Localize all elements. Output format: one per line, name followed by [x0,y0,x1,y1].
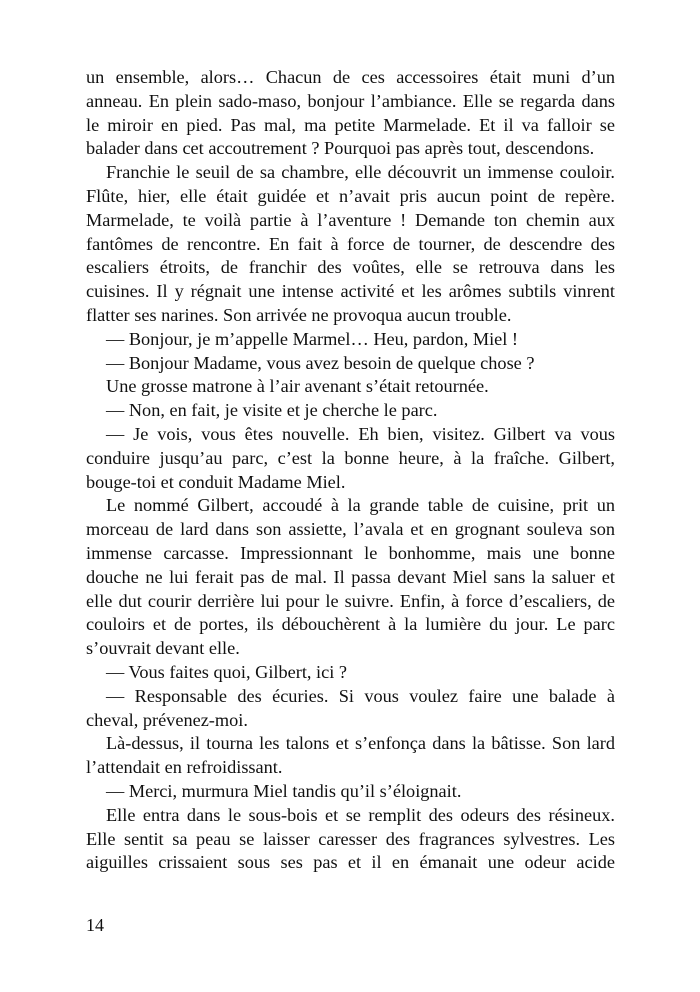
text-line: Une grosse matrone à l’air avenant s’était retournée. [106,376,489,397]
text-line: — Vous faites quoi, Gilbert, ici ? [106,661,348,682]
text-line: balader dans cet accoutrement ? Pourquoi pas après tout, descendons. [86,138,595,159]
text-line: Elle sentit sa peau se laisser caresser des fragrances sylvestres. Les [86,828,615,849]
text-line: immense carcasse. Impressionnant le bonhomme, mais une bonne [86,542,615,563]
text-line: Là-dessus, il tourna les talons et s’enfonça dans la bâtisse. Son lard [106,733,615,754]
page-number: 14 [86,915,104,935]
text-line: le miroir en pied. Pas mal, ma petite Marmelade. Et il va falloir se [86,114,615,135]
text-line: — Bonjour Madame, vous avez besoin de quelque chose ? [106,352,535,373]
text-line: conduire jusqu’au parc, c’est la bonne heure, à la fraîche. Gilbert, [86,447,615,468]
text-line: s’ouvrait devant elle. [86,638,240,659]
body-text [86,66,615,875]
text-line: escaliers étroits, de franchir des voûtes, elle se retrouva dans les [86,257,615,278]
text-line: fantômes de rencontre. En fait à force de tourner, de descendre des [86,233,615,254]
text-line: l’attendait en refroidissant. [86,757,283,778]
text-line: un ensemble, alors… Chacun de ces accessoires était muni d’un [86,67,615,87]
text-line: Elle entra dans le sous-bois et se remplit des odeurs des résineux. [106,804,615,825]
text-line: Marmelade, te voilà partie à l’aventure ! Demande ton chemin aux [86,209,615,230]
text-line: — Non, en fait, je visite et je cherche le parc. [106,400,438,421]
text-line: anneau. En plein sado-maso, bonjour l’ambiance. Elle se regarda dans [86,90,615,111]
text-line: cuisines. Il y régnait une intense activité et les arômes subtils vinrent [86,281,615,302]
text-line: Franchie le seuil de sa chambre, elle découvrit un immense couloir. [106,162,615,183]
text-line: flatter ses narines. Son arrivée ne provoqua aucun trouble. [86,304,512,325]
text-line: bouge-toi et conduit Madame Miel. [86,471,346,492]
text-line: — Bonjour, je m’appelle Marmel… Heu, pardon, Miel ! [106,328,519,349]
text-line: aiguilles crissaient sous ses pas et il en émanait une odeur acide [86,852,615,873]
text-line: elle dut courir derrière lui pour le suivre. Enfin, à force d’escaliers, de [86,590,615,611]
text-line: — Je vois, vous êtes nouvelle. Eh bien, visitez. Gilbert va vous [106,423,615,444]
text-line: couloirs et de portes, ils débouchèrent à la lumière du jour. Le parc [86,614,615,635]
text-line: Le nommé Gilbert, accoudé à la grande table de cuisine, prit un [106,495,615,516]
text-line: douche ne lui ferait pas de mal. Il passa devant Miel sans la saluer et [86,566,615,587]
text-line: Flûte, hier, elle était guidée et n’avait pris aucun point de repère. [86,185,615,206]
text-line: — Merci, murmura Miel tandis qu’il s’éloignait. [106,780,462,801]
text-line: — Responsable des écuries. Si vous voulez faire une balade à [106,685,615,706]
text-line: morceau de lard dans son assiette, l’avala et en grognant souleva son [86,519,615,540]
text-line: cheval, prévenez-moi. [86,709,248,730]
